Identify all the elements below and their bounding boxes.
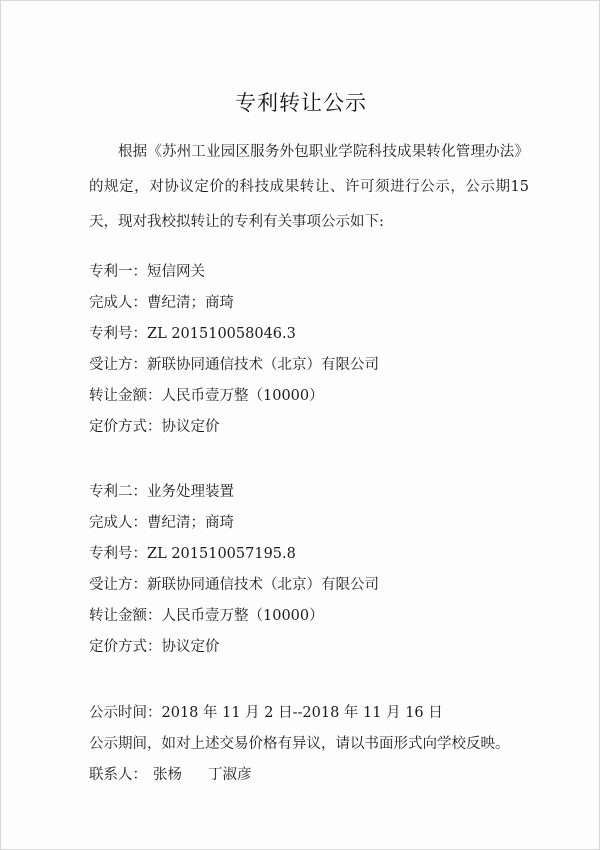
document-title: 专利转让公示 bbox=[235, 91, 367, 115]
patent-two-section bbox=[89, 477, 549, 663]
patent-inventors: 完成人：曹纪清；商琦 bbox=[89, 295, 234, 311]
patent-amount: 转让金额：人民币壹万整（10000） bbox=[89, 608, 324, 624]
intro-paragraph: 根据《苏州工业园区服务外包职业学院科技成果转化管理办法》的规定，对协议定价的科技成果转让、许可须进行公示，公示期15天，现对我校拟转让的专利有关事项公示如下: bbox=[89, 144, 529, 230]
contact-person-1: 张杨 bbox=[153, 767, 182, 783]
patent-inventors: 完成人：曹纪清；商琦 bbox=[89, 515, 234, 531]
patent-pricing: 定价方式：协议定价 bbox=[89, 419, 220, 435]
patent-pricing: 定价方式：协议定价 bbox=[89, 639, 220, 655]
notice-period: 公示时间：2018 年 11 月 2 日--2018 年 11 月 16 日 bbox=[89, 705, 443, 721]
patent-number: 专利号：ZL 201510057195.8 bbox=[89, 546, 296, 562]
contact-line bbox=[89, 760, 549, 791]
objection-note: 公示期间，如对上述交易价格有异议，请以书面形式向学校反映。 bbox=[89, 736, 510, 752]
patent-number: 专利号：ZL 201510058046.3 bbox=[89, 326, 296, 342]
contact-person-2: 丁淑彦 bbox=[208, 767, 252, 783]
patent-assignee: 受让方：新联协同通信技术（北京）有限公司 bbox=[89, 577, 379, 593]
patent-name: 专利一：短信网关 bbox=[89, 264, 205, 280]
notice-footer bbox=[89, 698, 549, 791]
patent-name: 专利二：业务处理装置 bbox=[89, 484, 234, 500]
contact-label: 联系人： bbox=[89, 767, 147, 783]
patent-assignee: 受让方：新联协同通信技术（北京）有限公司 bbox=[89, 357, 379, 373]
patent-one-section bbox=[89, 257, 549, 443]
patent-amount: 转让金额：人民币壹万整（10000） bbox=[89, 388, 324, 404]
